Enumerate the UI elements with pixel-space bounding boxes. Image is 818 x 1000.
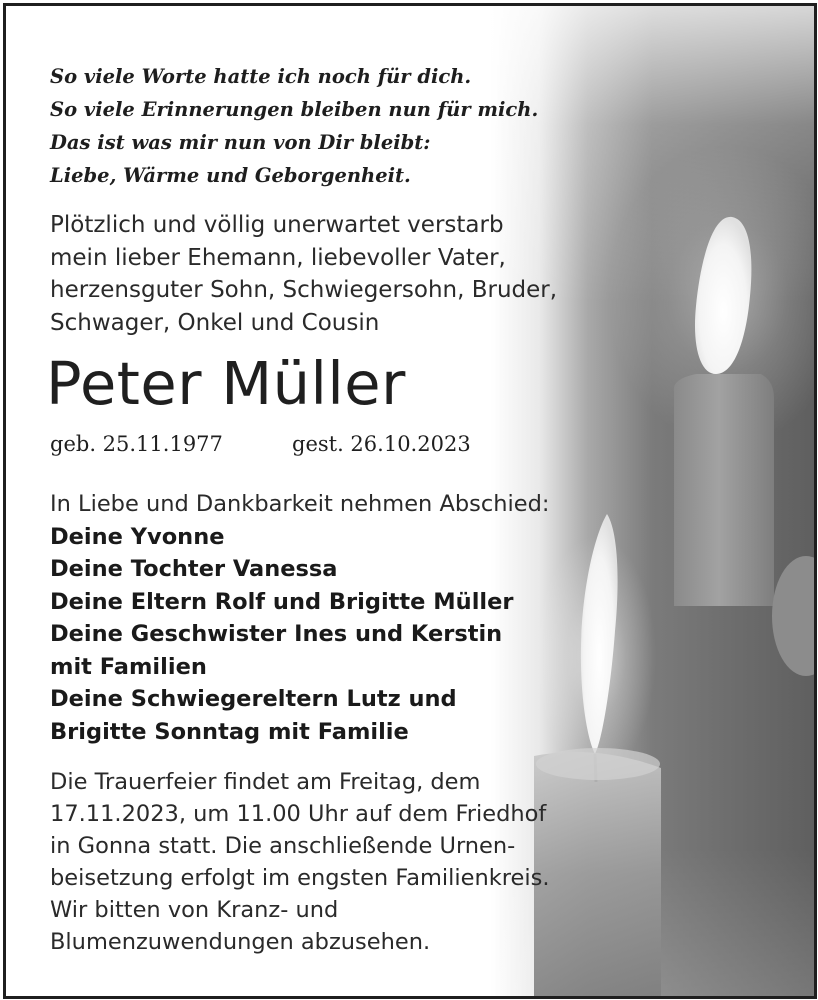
- obituary-notice: [3, 3, 817, 999]
- mourner-line: Deine Tochter Vanessa: [50, 556, 338, 582]
- intro-line: Plötzlich und völlig unerwartet verstarb: [50, 212, 504, 238]
- service-line: Wir bitten von Kranz- und: [50, 897, 339, 923]
- intro-line: mein lieber Ehemann, liebevoller Vater,: [50, 244, 506, 271]
- intro-line: Schwager, Onkel und Cousin: [50, 309, 380, 336]
- poem-line: So viele Erinnerungen bleiben nun für mich.: [50, 98, 539, 121]
- poem-line: So viele Worte hatte ich noch für dich.: [50, 65, 472, 88]
- poem-line: Das ist was mir nun von Dir bleibt:: [50, 131, 431, 154]
- mourner-line: Deine Geschwister Ines und Kerstin: [50, 621, 503, 647]
- farewell-section: [50, 488, 610, 748]
- service-line: 17.11.2023, um 11.00 Uhr auf dem Friedhof: [50, 801, 547, 827]
- birth-date: geb. 25.11.1977: [50, 432, 223, 456]
- service-line: in Gonna statt. Die anschließende Urnen-: [50, 833, 516, 859]
- deceased-name: Peter Müller: [46, 349, 406, 418]
- death-date: gest. 26.10.2023: [292, 432, 471, 456]
- service-details: [50, 766, 610, 958]
- mourner-line: Deine Schwiegereltern Lutz und: [50, 686, 457, 712]
- mourner-line: Deine Eltern Rolf und Brigitte Müller: [50, 588, 514, 615]
- service-line: Blumenzuwendungen abzusehen.: [50, 929, 431, 955]
- mourner-line: Brigitte Sonntag mit Familie: [50, 718, 409, 745]
- poem-line: Liebe, Wärme und Geborgenheit.: [50, 164, 411, 187]
- service-line: beisetzung erfolgt im engsten Familienkreis.: [50, 865, 550, 891]
- farewell-heading: In Liebe und Dankbarkeit nehmen Abschied:: [50, 491, 550, 517]
- service-line: Die Trauerfeier findet am Freitag, dem: [50, 769, 481, 795]
- mourner-line: Deine Yvonne: [50, 523, 225, 550]
- intro-line: herzensguter Sohn, Schwiegersohn, Bruder,: [50, 277, 558, 303]
- poem: [50, 60, 610, 192]
- mourner-line: mit Familien: [50, 653, 207, 680]
- announcement-intro: [50, 209, 610, 339]
- mourners-list: [50, 521, 610, 749]
